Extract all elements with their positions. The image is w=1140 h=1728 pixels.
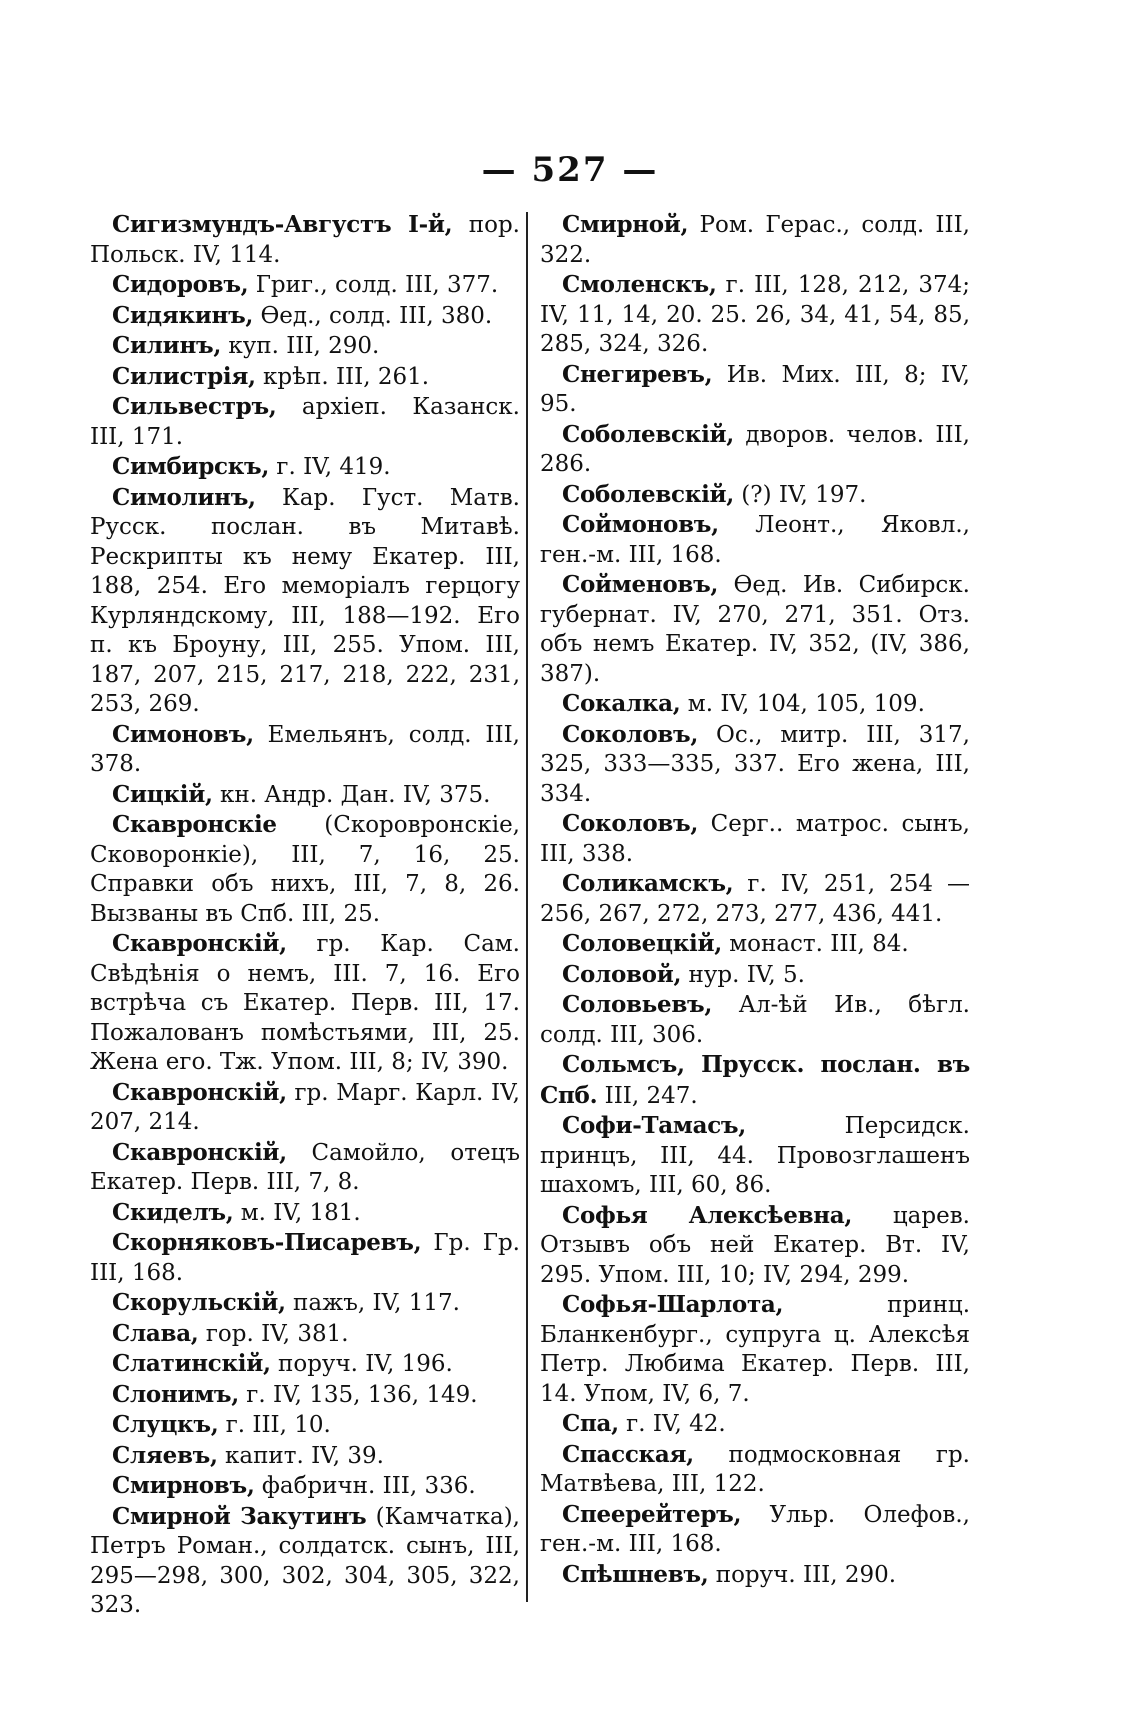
index-entry: [540, 1290, 970, 1409]
entry-references: г. IV, 135, 136, 149.: [239, 1381, 478, 1408]
index-entry: [540, 1111, 970, 1201]
entry-references: Самойло, отецъ Екатер. Перв. III, 7, 8.: [90, 1139, 520, 1195]
index-entry: [540, 360, 970, 420]
index-entry: [90, 720, 520, 780]
entry-references: нур. IV, 5.: [681, 961, 805, 988]
index-entry: [90, 1319, 520, 1350]
entry-headword: Слуцкъ,: [112, 1411, 219, 1438]
entry-references: поруч. III, 290.: [708, 1561, 897, 1588]
index-entry: [540, 480, 970, 511]
entry-headword: Спеерейтеръ,: [562, 1500, 742, 1528]
entry-headword: Сокалка,: [562, 690, 681, 717]
entry-references: Емельянъ, солд. III, 378.: [90, 721, 520, 777]
entry-headword: Софья-Шарлота,: [562, 1291, 784, 1318]
entry-references: г. IV, 251, 254 —256, 267, 272, 273, 277, 436, 441.: [540, 871, 970, 927]
entry-references: III, 247.: [597, 1082, 698, 1109]
entry-headword: Силинъ,: [112, 332, 222, 359]
entry-headword: Соловой,: [562, 960, 682, 988]
entry-headword: Софи-Тамасъ,: [562, 1112, 746, 1139]
entry-references: г. IV, 42.: [618, 1411, 726, 1437]
index-entry: [90, 1410, 520, 1441]
index-entry: [540, 1050, 970, 1111]
index-entry: [540, 990, 970, 1050]
index-entry: [540, 270, 970, 360]
entry-references: Ром. Герас., солд. III, 322.: [540, 212, 970, 268]
entry-headword: Спасская,: [562, 1440, 694, 1468]
index-entry: [90, 1288, 520, 1319]
index-entry: [540, 809, 970, 869]
index-entry: [540, 510, 970, 570]
index-entry: [90, 210, 520, 270]
entry-headword: Симбирскъ,: [112, 453, 270, 480]
entry-headword: Слава,: [112, 1319, 199, 1347]
entry-references: поруч. IV, 196.: [270, 1351, 453, 1377]
index-entry: [540, 420, 970, 480]
index-entry: [90, 270, 520, 301]
entry-headword: Соболевскій,: [562, 480, 734, 508]
entry-headword: Соймоновъ,: [562, 511, 719, 538]
index-entry: [540, 960, 970, 991]
entry-references: Григ., солд. III, 377.: [248, 272, 499, 298]
index-entry: [540, 689, 970, 720]
index-entry: [90, 301, 520, 332]
entry-references: крѣп. III, 261.: [255, 363, 430, 390]
entry-headword: Сидоровъ,: [112, 271, 249, 298]
entry-references: Кар. Густ. Матв. Русск. послан. въ Митавѣ. Рескрипты къ нему Екатер. III, 188, 254. Его меморіалъ герцогу Курляндскому, III, 188—192. Его п. къ Броуну, III, 255. Упом. III, 187, 207, 215, 217, 218, 222, 231, 253, 269.: [90, 484, 520, 717]
entry-references: капит. IV, 39.: [217, 1442, 384, 1469]
page-number: — 527 —: [481, 150, 659, 190]
index-entry: [90, 780, 520, 811]
index-entry: [90, 1078, 520, 1138]
entry-headword: Силистрія,: [112, 362, 256, 390]
index-entry: [90, 1380, 520, 1411]
entry-headword: Симолинъ,: [112, 483, 256, 511]
entry-headword: Сольмсъ, Прусск. послан. въ Спб.: [540, 1051, 970, 1109]
entry-references: (?) IV, 197.: [733, 481, 867, 508]
left-column: [90, 210, 520, 1621]
entry-headword: Скорульскій,: [112, 1289, 286, 1316]
entry-headword: Смирной,: [562, 211, 689, 238]
index-entry: [90, 810, 520, 929]
index-entry: [540, 1560, 970, 1591]
entry-headword: Скавронскій,: [112, 1078, 287, 1106]
index-entry: [540, 720, 970, 810]
entry-references: куп. III, 290.: [221, 333, 380, 359]
entry-headword: Смирновъ,: [112, 1472, 255, 1499]
entry-headword: Сойменовъ,: [562, 571, 719, 598]
entry-references: Серг.. матрос. сынъ, III, 338.: [540, 811, 970, 867]
entry-headword: Симоновъ,: [112, 720, 254, 748]
index-entry: [540, 1409, 970, 1440]
entry-headword: Сигизмундъ-Августъ I-й,: [112, 211, 453, 238]
index-entry: [90, 362, 520, 393]
entry-references: Ульр. Олефов., ген.-м. III, 168.: [540, 1501, 970, 1557]
index-entry: [90, 929, 520, 1078]
entry-references: принц. Бланкенбург., супруга ц. Алексѣя Петр. Любима Екатер. Перв. III, 14. Упом, IV, 6, 7.: [540, 1292, 970, 1407]
entry-headword: Соловецкій,: [562, 930, 722, 957]
index-entry: [540, 1201, 970, 1291]
entry-references: кн. Андр. Дан. IV, 375.: [212, 781, 491, 808]
index-entry: [90, 452, 520, 483]
entry-headword: Смирной Закутинъ: [112, 1502, 367, 1530]
entry-references: Ал-ѣй Ив., бѣгл. солд. III, 306.: [540, 992, 970, 1048]
entry-references: г. III, 128, 212, 374; IV, 11, 14, 20. 25. 26, 34, 41, 54, 85, 285, 324, 326.: [540, 272, 970, 357]
index-entry: [540, 929, 970, 960]
entry-headword: Скавронскій,: [112, 1138, 287, 1166]
index-entry: [90, 1198, 520, 1229]
entry-headword: Софья Алексѣевна,: [562, 1201, 853, 1229]
entry-headword: Соликамскъ,: [562, 870, 734, 897]
entry-references: монаст. III, 84.: [721, 931, 909, 957]
index-entry: [540, 1440, 970, 1500]
index-entry: [90, 1349, 520, 1380]
entry-references: фабричн. III, 336.: [254, 1473, 476, 1499]
index-entry: [90, 1138, 520, 1198]
entry-headword: Скавронскіе: [112, 811, 277, 838]
entry-references: гр. Кар. Сам. Свѣдѣнія о немъ, III. 7, 16. Его встрѣча съ Екатер. Перв. III, 17. Пожалованъ помѣстьями, III, 25. Жена его. Тж. Упом. III, 8; IV, 390.: [90, 931, 520, 1075]
entry-headword: Спа,: [562, 1410, 619, 1437]
entry-references: пажъ, IV, 117.: [285, 1290, 460, 1316]
index-entry: [540, 869, 970, 929]
entry-headword: Скорняковъ-Писаревъ,: [112, 1229, 422, 1256]
index-entry: [90, 1441, 520, 1472]
entry-references: Персидск. принцъ, III, 44. Провозглашенъ шахомъ, III, 60, 86.: [540, 1113, 970, 1198]
entry-headword: Сильвестръ,: [112, 393, 277, 420]
index-entry: [90, 392, 520, 452]
entry-headword: Соловьевъ,: [562, 991, 713, 1018]
entry-references: архіеп. Казанск. III, 171.: [90, 394, 520, 450]
entry-headword: Смоленскъ,: [562, 271, 717, 298]
entry-references: (Скоровронскіе, Сковоронкіе), III, 7, 16, 25. Справки объ нихъ, III, 7, 8, 26. Вызваны въ Спб. III, 25.: [90, 812, 520, 927]
entry-headword: Скавронскій,: [112, 930, 287, 957]
entry-references: (Камчатка), Петръ Роман., солдатск. сынъ, III, 295—298, 300, 302, 304, 305, 322, 323.: [90, 1503, 520, 1618]
entry-headword: Скиделъ,: [112, 1198, 234, 1226]
entry-references: подмосковная гр. Матвѣева, III, 122.: [540, 1441, 970, 1497]
entry-references: Ос., митр. III, 317, 325, 333—335, 337. Его жена, III, 334.: [540, 721, 970, 807]
entry-headword: Снегиревъ,: [562, 360, 713, 388]
entry-references: Өед., солд. III, 380.: [253, 302, 493, 329]
entry-headword: Слатинскій,: [112, 1350, 271, 1377]
entry-references: дворов. челов. III, 286.: [540, 421, 970, 477]
column-divider: [526, 212, 528, 1602]
entry-references: царев. Отзывъ объ ней Екатер. Вт. IV, 295. Упом. III, 10; IV, 294, 299.: [540, 1202, 970, 1288]
entry-references: Ив. Мих. III, 8; IV, 95.: [540, 361, 970, 417]
entry-references: Гр. Гр. III, 168.: [90, 1230, 520, 1286]
entry-references: Леонт., Яковл., ген.-м. III, 168.: [540, 512, 970, 568]
entry-references: г. III, 10.: [218, 1412, 331, 1438]
entry-references: гор. IV, 381.: [198, 1320, 349, 1347]
index-entry: [540, 1500, 970, 1560]
entry-headword: Соколовъ,: [562, 720, 699, 748]
entry-headword: Спѣшневъ,: [562, 1560, 709, 1588]
entry-references: м. IV, 181.: [233, 1199, 361, 1226]
right-column: [540, 210, 970, 1590]
entry-headword: Слонимъ,: [112, 1380, 239, 1408]
index-entry: [540, 570, 970, 689]
entry-references: м. IV, 104, 105, 109.: [680, 691, 925, 717]
entry-headword: Соболевскій,: [562, 420, 734, 448]
entry-references: г. IV, 419.: [269, 454, 391, 480]
index-entry: [90, 1471, 520, 1502]
entry-headword: Сицкій,: [112, 780, 213, 808]
entry-headword: Сляевъ,: [112, 1441, 218, 1469]
entry-references: пор. Польск. IV, 114.: [90, 212, 520, 268]
index-entry: [90, 331, 520, 362]
index-entry: [90, 1502, 520, 1621]
entry-references: гр. Марг. Карл. IV, 207, 214.: [90, 1079, 520, 1135]
entry-headword: Сидякинъ,: [112, 301, 254, 329]
entry-references: Өед. Ив. Сибирск. губернат. IV, 270, 271, 351. Отз. объ немъ Екатер. IV, 352, (IV, 386, 387).: [540, 572, 970, 687]
index-entry: [90, 483, 520, 720]
index-entry: [90, 1228, 520, 1288]
entry-headword: Соколовъ,: [562, 810, 699, 837]
index-entry: [540, 210, 970, 270]
